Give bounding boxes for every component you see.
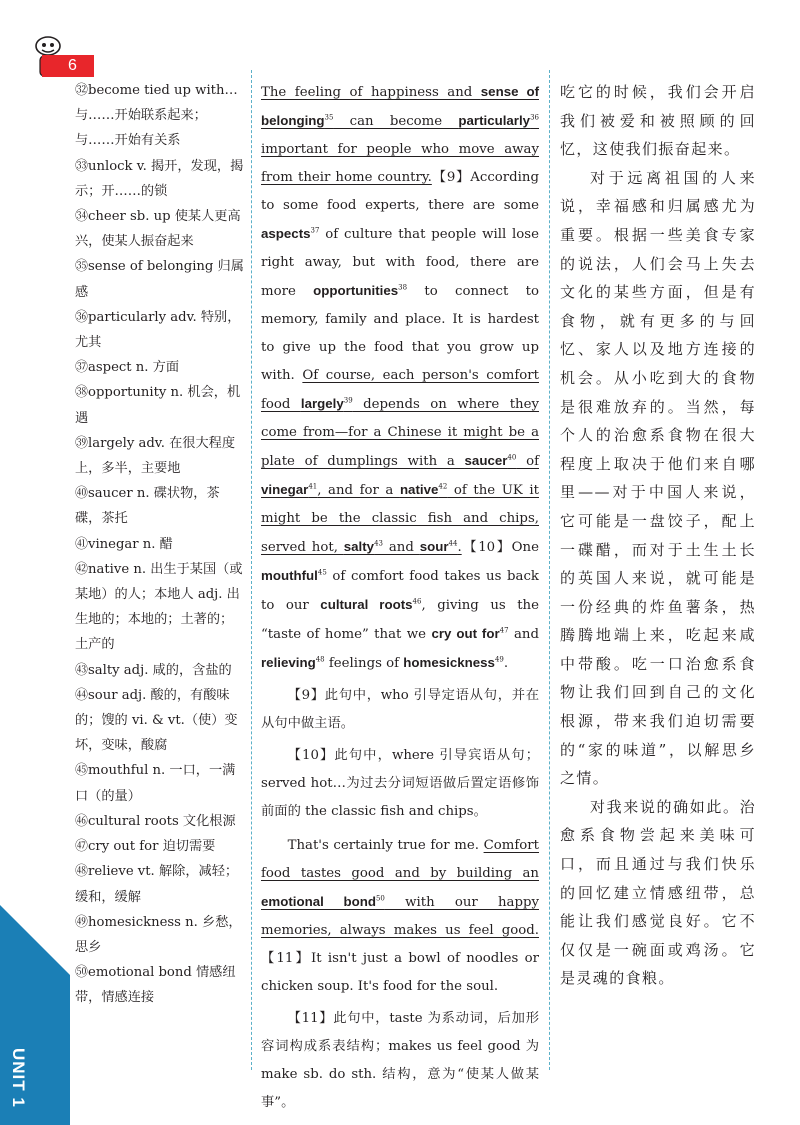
vocab-number: ㉞ (75, 209, 89, 225)
article-paragraph: That's certainly true for me. Comfort food tastes good and by building an emotional bond$^{50}$ with our happy memories, always makes us feel good.【11】It isn't just a bowl of noodles or chicken soup. It's food for the soul. (261, 838, 539, 994)
article-paragraph: The feeling of happiness and sense of belonging$^{35}$ can become particularly$^{36}$ important for people who move away from their home country.【9】According to some food experts, there are some aspects$^{37}$ of culture that people will lose right away, but with food, there are more opportunities$^{38}$ to connect to memory, family and place. It is hardest to give up the food that you grow up with. Of course, each person's comfort food largely$^{39}$ depends on where they come from—for a Chinese it might be a plate of dumplings with a saucer$^{40}$ of vinegar$^{41}$, and for a native$^{42}$ of the UK it might be the classic fish and chips, served hot, salty$^{43}$ and sour$^{44}$.【10】One mouthful$^{45}$ of comfort food takes us back to our cultural roots$^{46}$, giving us the “taste of home” that we cry out for$^{47}$ and relieving$^{48}$ feelings of homesickness$^{49}$. (261, 84, 540, 671)
vocab-item (75, 658, 245, 683)
page-number: 6 (42, 55, 94, 77)
vocab-text: salty adj. 咸的，含盐的 (88, 662, 232, 678)
keyword: homesickness (403, 655, 495, 670)
note-marker: 【9】 (431, 170, 471, 185)
vocab-item (75, 557, 245, 658)
vocab-number: ㉜ (75, 83, 89, 98)
vocab-item (75, 154, 245, 204)
keyword: saucer (464, 453, 508, 468)
vocab-item (75, 254, 245, 304)
keyword: cultural roots (320, 597, 413, 612)
vocab-text: emotional bond 情感纽带，情感连接 (75, 965, 236, 1006)
vocab-number: ㊱ (75, 309, 89, 325)
unit-label: UNIT 1 (9, 1048, 28, 1108)
vocab-item (75, 960, 245, 1010)
vocab-item (75, 532, 245, 557)
article (261, 78, 539, 1117)
vocab-number: ㉟ (75, 259, 89, 275)
note-marker: 【10】 (461, 540, 512, 555)
grammar-note: 【10】此句中，where 引导宾语从句；served hot…为过去分词短语做后置定语修饰前面的 the classic fish and chips。 (261, 748, 539, 819)
vocab-text: saucer n. 碟状物，茶碟，茶托 (75, 486, 220, 527)
vocab-text: native n. 出生于某国（或某地）的人；本地人 adj. 出生地的；本地的；土著的；土产的 (75, 561, 243, 653)
grammar-note: 【11】此句中，taste 为系动词，后加形容词构成系表结构；makes us feel good 为 make sb. do sth. 结构，意为“使某人做某事”。 (261, 1011, 539, 1110)
vocab-text: cultural roots 文化根源 (88, 813, 236, 829)
vocab-text: homesickness n. 乡愁，思乡 (75, 914, 242, 955)
vocab-number: ㊿ (75, 965, 89, 981)
keyword: vinegar (261, 482, 309, 497)
keyword: salty (343, 539, 375, 554)
vocab-item (75, 78, 245, 154)
vocab-item (75, 305, 245, 355)
vocab-number: ㊹ (75, 687, 89, 703)
keyword: native (399, 482, 439, 497)
vocab-item (75, 683, 245, 759)
vocab-item (75, 910, 245, 960)
vocab-text: cheer sb. up 使某人更高兴，使某人振奋起来 (75, 209, 241, 250)
vocab-text: opportunity n. 机会，机遇 (75, 385, 241, 426)
vocab-number: ㊳ (75, 385, 89, 401)
vocab-list (75, 78, 245, 1011)
vocab-item (75, 758, 245, 808)
translation-paragraph: 对我来说的确如此。治愈系食物尝起来美味可口，而且通过与我们快乐的回忆建立情感纽带，总能让我们感觉良好。它不仅仅是一碗面或鸡汤。它是灵魂的食粮。 (560, 797, 756, 988)
vocab-number: ㊽ (75, 864, 89, 880)
note-marker: 【11】 (261, 951, 311, 966)
translation (560, 78, 756, 993)
vocab-text: sense of belonging 归属感 (75, 259, 244, 300)
translation-paragraph: 对于远离祖国的人来说，幸福感和归属感尤为重要。根据一些美食专家的说法，人们会马上失去文化的某些方面，但是有食物，就有更多的与回忆、家人以及地方连接的机会。从小吃到大的食物是很难放弃的。当然，每个人的治愈系食物在很大程度上取决于他们来自哪里——对于中国人来说，它可能是一盘饺子，配上一碟醋，而对于土生土长的英国人来说，就可能是一份经典的炸鱼薯条，热腾腾地端上来，吃起来咸中带酸。吃一口治愈系食物让我们回到自己的文化根源，带来我们迫切需要的“家的味道”，以解思乡之情。 (560, 168, 756, 788)
vocab-number: ㊶ (75, 536, 89, 552)
keyword: sour (419, 539, 449, 554)
vocab-text: vinegar n. 醋 (88, 536, 173, 552)
vocab-number: ㊾ (75, 914, 89, 930)
vocab-item (75, 809, 245, 834)
vocab-number: ㉝ (75, 158, 89, 174)
vocab-number: ㊻ (75, 813, 89, 829)
keyword: sense of belonging (261, 84, 539, 128)
vocab-text: particularly adv. 特别，尤其 (75, 309, 241, 351)
vocab-text: unlock v. 揭开，发现，揭示；开……的锁 (75, 158, 244, 199)
vocab-item (75, 380, 245, 430)
keyword: emotional bond (261, 894, 376, 909)
vocab-number: ㊷ (75, 561, 89, 577)
keyword: cry out for (431, 626, 500, 641)
keyword: mouthful (261, 568, 318, 583)
vocab-text: largely adv. 在很大程度上，多半，主要地 (75, 435, 236, 477)
vocab-item (75, 834, 245, 859)
column-divider (549, 70, 550, 1070)
vocab-item (75, 431, 245, 481)
vocab-text: cry out for 迫切需要 (88, 839, 216, 855)
vocab-number: ㊸ (75, 662, 89, 678)
vocab-item (75, 204, 245, 254)
grammar-note: 【9】此句中，who 引导定语从句，并在从句中做主语。 (261, 688, 539, 731)
vocab-number: ㊼ (75, 839, 89, 855)
vocab-number: ㊵ (75, 486, 89, 502)
keyword: largely (300, 396, 344, 411)
vocab-item (75, 355, 245, 380)
vocab-number: ㊴ (75, 435, 89, 451)
vocab-text: aspect n. 方面 (88, 360, 180, 376)
vocab-text: become tied up with… 与……开始联系起来；与……开始有关系 (75, 83, 238, 149)
vocab-text: relieve vt. 解除，减轻；缓和，缓解 (75, 864, 239, 905)
vocab-text: mouthful n. 一口，一满口（的量） (75, 763, 236, 804)
vocab-number: ㊺ (75, 763, 89, 779)
vocab-text: sour adj. 酸的，有酸味的；馊的 vi. & vt.（使）变坏，变味，酸腐 (75, 687, 238, 754)
keyword: particularly (458, 113, 531, 128)
keyword: relieving (261, 655, 316, 670)
column-divider (251, 70, 252, 1070)
vocab-item (75, 481, 245, 531)
translation-paragraph: 吃它的时候，我们会开启我们被爱和被照顾的回忆，这使我们振奋起来。 (560, 83, 756, 159)
keyword: aspects (261, 226, 311, 241)
keyword: opportunities (313, 283, 399, 298)
vocab-item (75, 859, 245, 909)
vocab-number: ㊲ (75, 360, 89, 376)
